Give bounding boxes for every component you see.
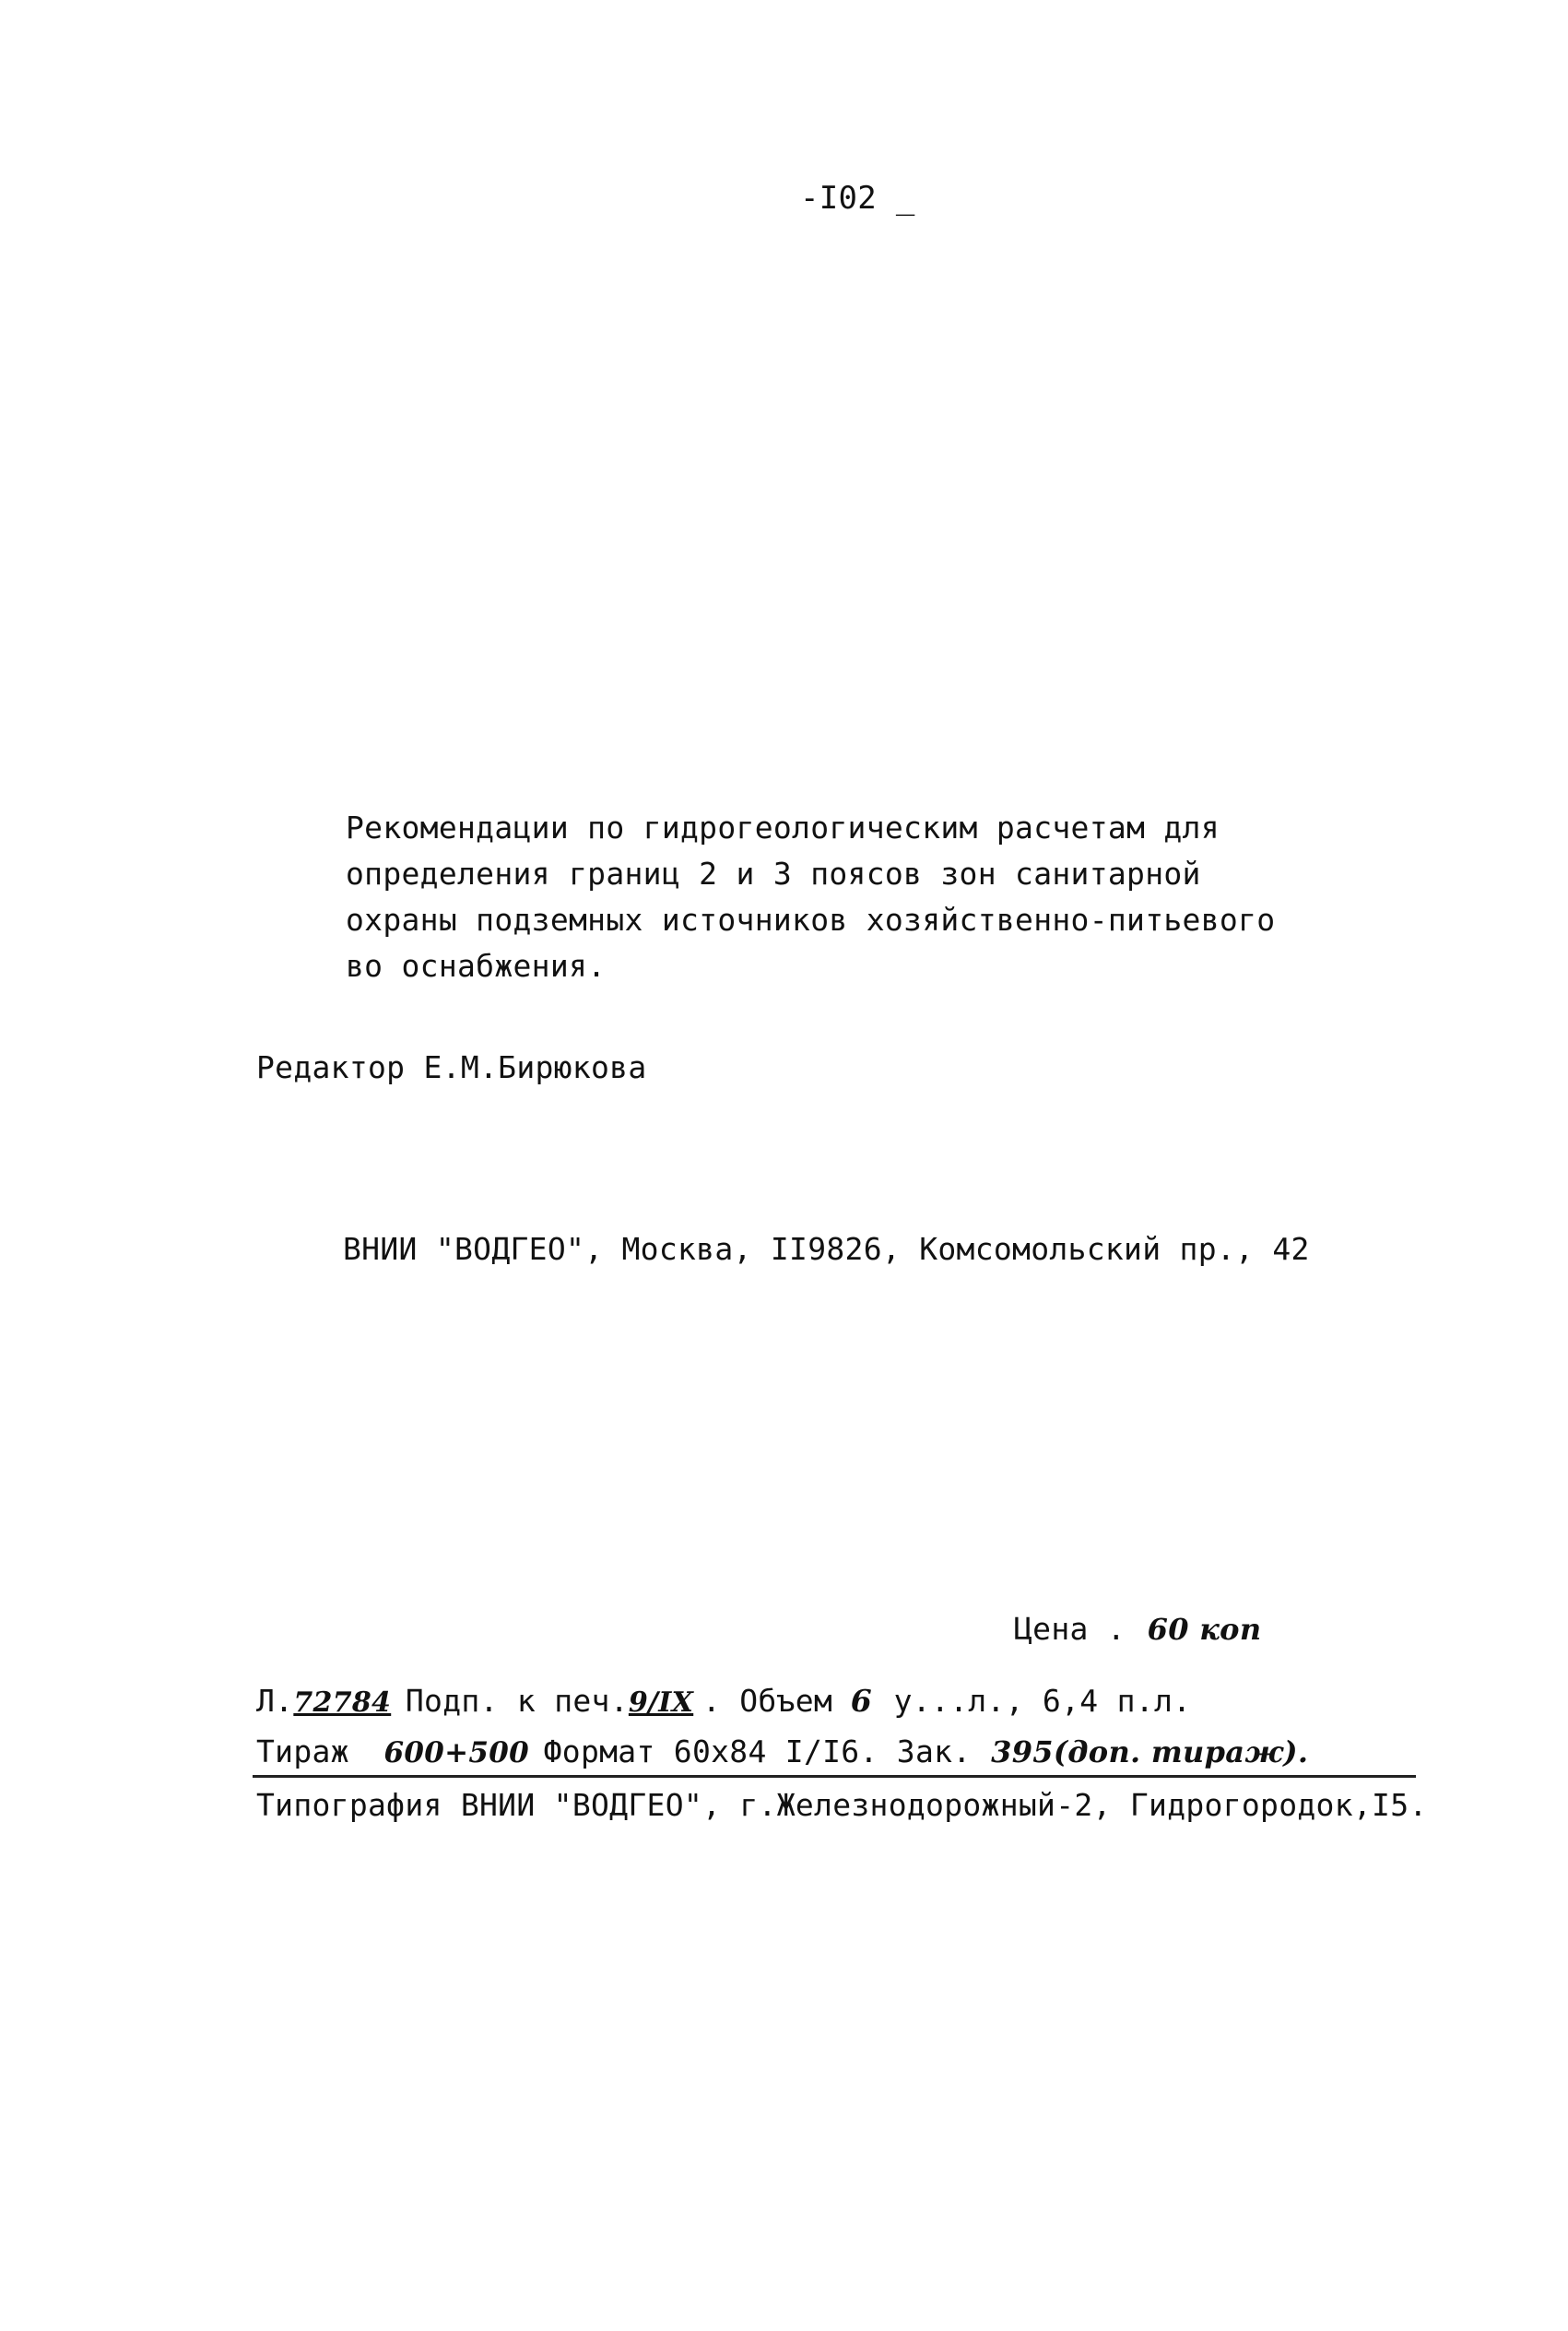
imprint-divider bbox=[253, 1775, 1416, 1778]
sign-label: Подп. к печ. bbox=[405, 1683, 629, 1719]
price-label: Цена . bbox=[1014, 1611, 1126, 1647]
title-line: во оснабжения. bbox=[346, 948, 607, 984]
imprint-line-3: Типография ВНИИ "ВОДГЕО", г.Железнодорожный-2, Гидрогородок,I5. bbox=[256, 1787, 1428, 1823]
price bbox=[1014, 1611, 1261, 1648]
title-line: Рекомендации по гидрогеологическим расчетам для bbox=[346, 810, 1220, 846]
sign-date-handwritten: 9/IX bbox=[628, 1686, 694, 1719]
volume-units: у...л., 6,4 п.л. bbox=[893, 1683, 1192, 1719]
l-number-handwritten: 72784 bbox=[293, 1686, 392, 1719]
print-run-label: Тираж bbox=[256, 1733, 349, 1769]
title-line: охраны подземных источников хозяйственно-питьевого bbox=[346, 902, 1276, 938]
price-value: 60 коп bbox=[1147, 1612, 1262, 1647]
imprint-line-1 bbox=[256, 1683, 1191, 1722]
volume-label: . Объем bbox=[701, 1683, 833, 1719]
publisher-address: ВНИИ "ВОДГЕО", Москва, II9826, Комсомольский пр., 42 bbox=[343, 1231, 1310, 1267]
l-prefix: Л. bbox=[256, 1683, 294, 1719]
imprint-line-2 bbox=[256, 1733, 1308, 1771]
format-order-label: Формат 60х84 I/I6. Зак. bbox=[543, 1733, 972, 1769]
page-number: -I02 _ bbox=[800, 180, 915, 217]
order-handwritten: 395(доп. тираж). bbox=[991, 1734, 1309, 1769]
print-run-handwritten: 600+500 bbox=[383, 1736, 529, 1769]
volume-value-handwritten: 6 bbox=[850, 1683, 872, 1719]
title-line: определения границ 2 и 3 поясов зон санитарной bbox=[346, 856, 1201, 892]
editor-line: Редактор Е.М.Бирюкова bbox=[256, 1049, 647, 1085]
